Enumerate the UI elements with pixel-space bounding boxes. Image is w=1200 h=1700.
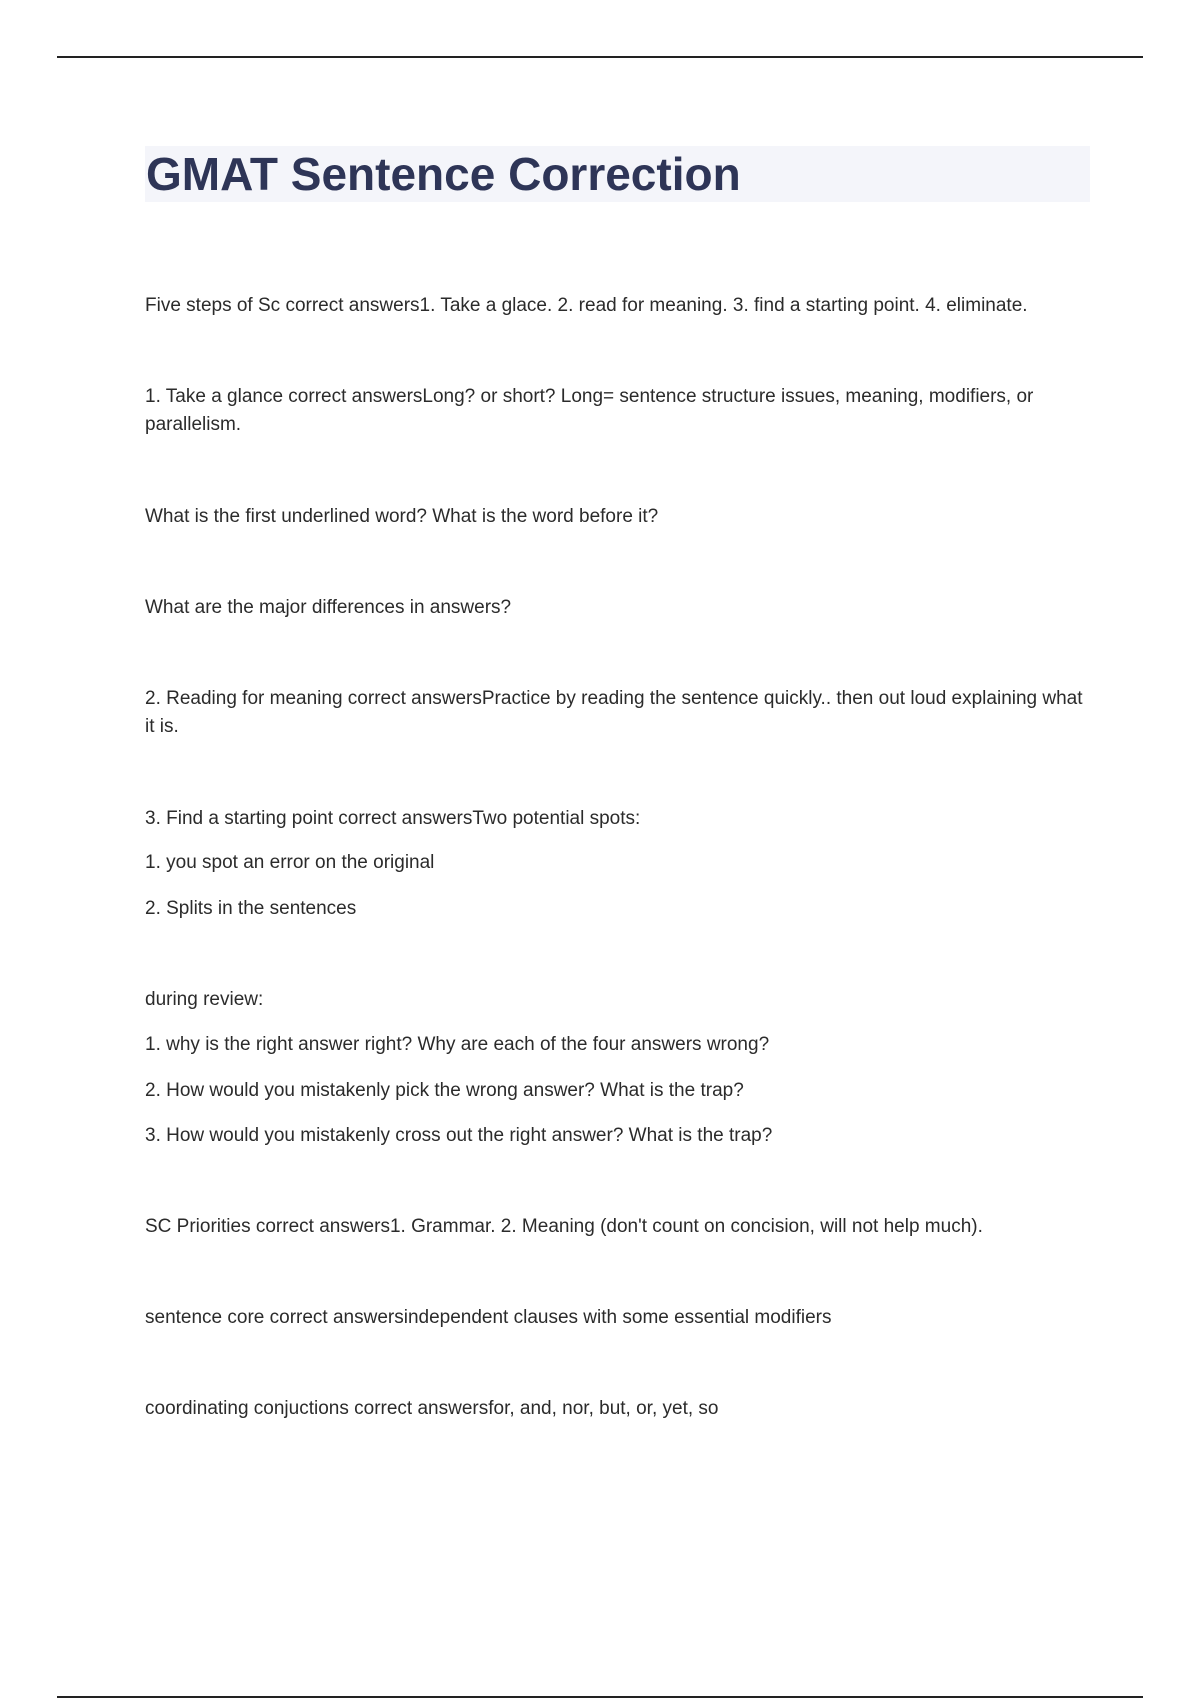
bottom-rule [57, 1696, 1143, 1698]
paragraph-during-review: during review: [145, 989, 264, 1010]
paragraph-find-starting-point: 3. Find a starting point correct answersTwo potential spots: [145, 808, 641, 829]
paragraph-major-differences: What are the major differences in answers? [145, 597, 512, 618]
paragraph-five-steps: Five steps of Sc correct answers1. Take a glace. 2. read for meaning. 3. find a starting point. 4. eliminate. [145, 295, 1028, 316]
paragraph-coordinating-conjunctions: coordinating conjuctions correct answersfor, and, nor, but, or, yet, so [145, 1398, 719, 1419]
paragraph-take-a-glance: 1. Take a glance correct answersLong? or short? Long= sentence structure issues, meaning, modifiers, or parallelism. [145, 386, 1034, 435]
list-item-splits: 2. Splits in the sentences [145, 898, 357, 919]
list-item-spot-error: 1. you spot an error on the original [145, 852, 435, 873]
paragraph-sentence-core: sentence core correct answersindependent clauses with some essential modifiers [145, 1307, 832, 1328]
list-item-review-1: 1. why is the right answer right? Why are each of the four answers wrong? [145, 1034, 770, 1055]
paragraph-sc-priorities: SC Priorities correct answers1. Grammar. 2. Meaning (don't count on concision, will not help much). [145, 1216, 983, 1237]
paragraph-first-underlined-word: What is the first underlined word? What is the word before it? [145, 506, 659, 527]
paragraph-reading-for-meaning: 2. Reading for meaning correct answersPractice by reading the sentence quickly.. then out loud explaining what it is. [145, 688, 1083, 737]
page-title: GMAT Sentence Correction [146, 148, 741, 200]
list-item-review-2: 2. How would you mistakenly pick the wrong answer? What is the trap? [145, 1080, 744, 1101]
list-item-review-3: 3. How would you mistakenly cross out the right answer? What is the trap? [145, 1125, 773, 1146]
top-rule [57, 56, 1143, 58]
